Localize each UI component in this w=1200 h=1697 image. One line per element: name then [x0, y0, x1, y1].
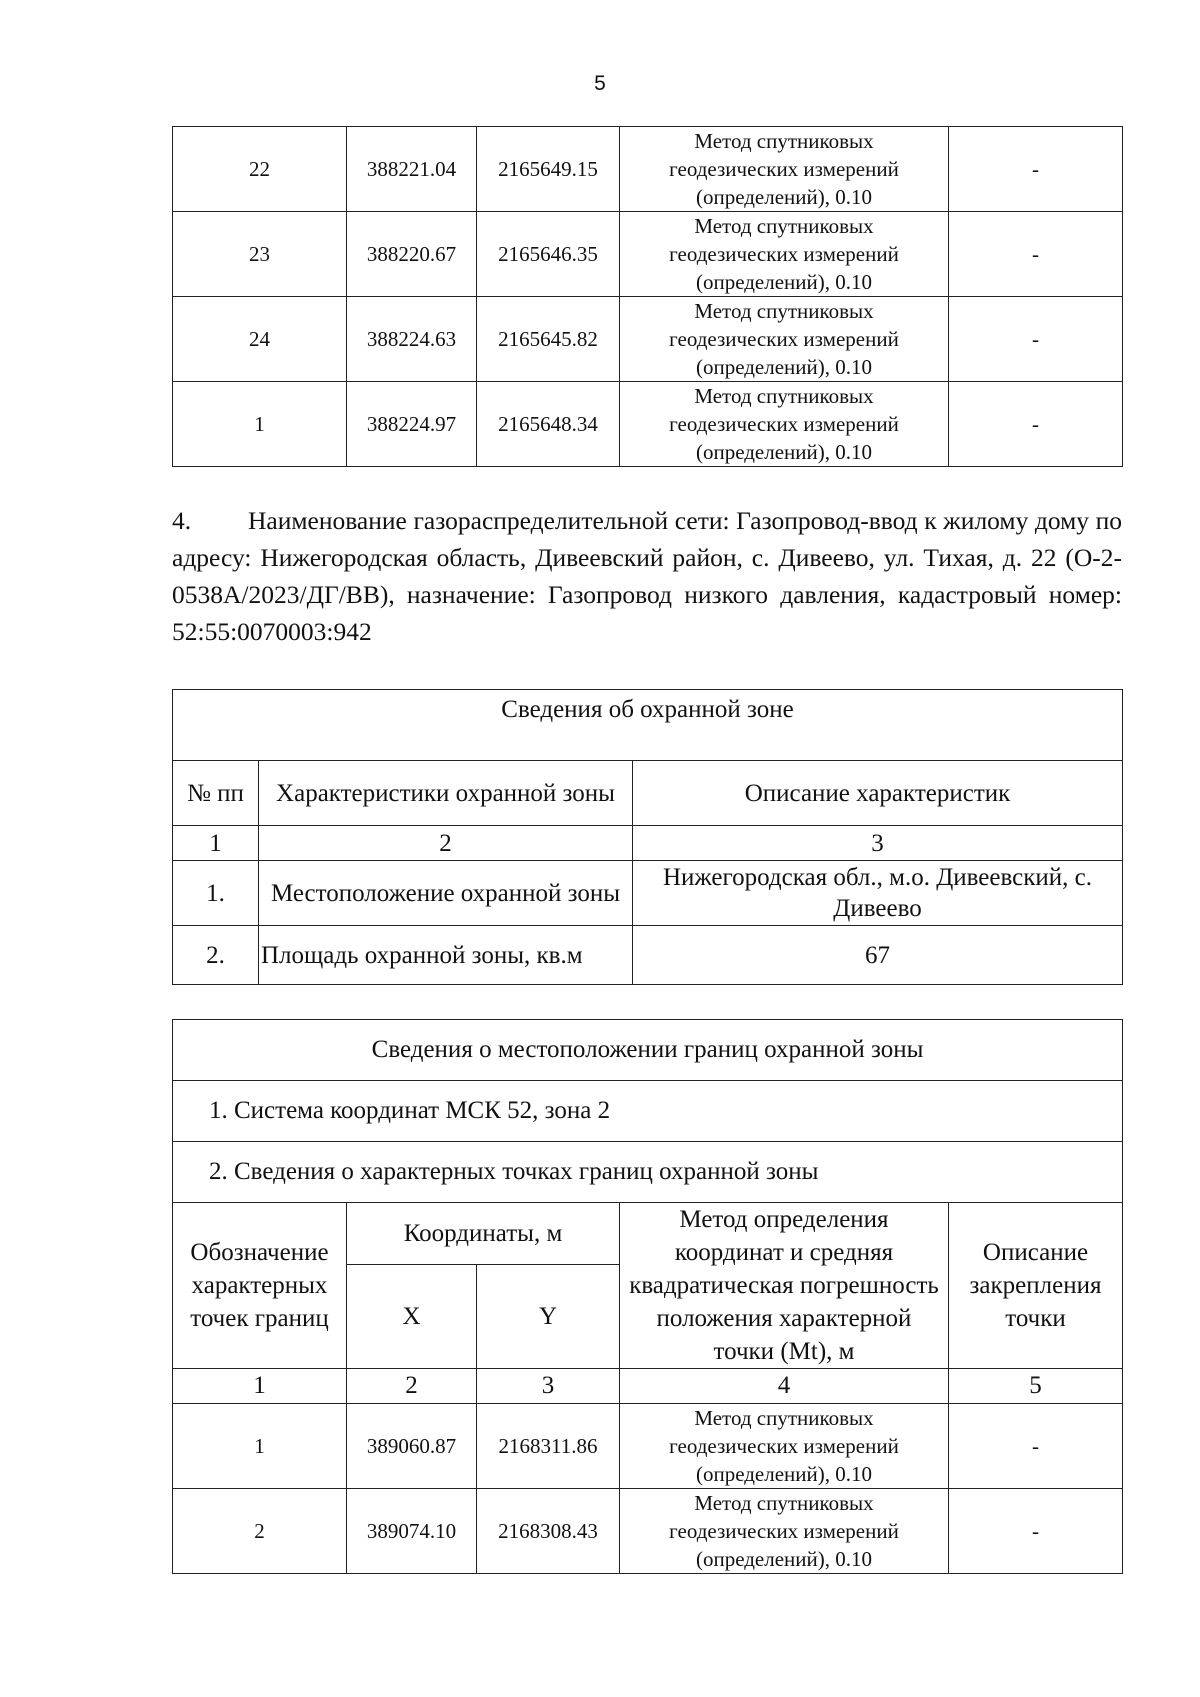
row-characteristic: Площадь охранной зоны, кв.м	[259, 926, 633, 985]
point-cell: 2	[173, 1489, 347, 1574]
header-characteristics: Характеристики охранной зоны	[259, 761, 633, 826]
method-line: геодезических измерений	[669, 242, 899, 266]
table-row	[173, 861, 1123, 926]
method-line: геодезических измерений	[669, 412, 899, 436]
y-coordinate-cell: 2165649.15	[477, 127, 620, 212]
method-cell	[620, 212, 949, 297]
method-line: Метод спутниковых	[694, 1406, 874, 1430]
method-line: (определений), 0.10	[695, 440, 873, 464]
index-cell: 1	[173, 826, 259, 861]
fixing-description-cell: -	[949, 127, 1123, 212]
header-method: Метод определения координат и средняя квадратическая погрешность положения характерной точки (Mt), м	[620, 1203, 949, 1369]
coordinate-system: 1. Система координат МСК 52, зона 2	[173, 1081, 1123, 1142]
point-cell: 22	[173, 127, 347, 212]
continuation-table	[172, 126, 1123, 467]
method-line: (определений), 0.10	[695, 270, 873, 294]
y-coordinate-cell: 2165646.35	[477, 212, 620, 297]
point-cell: 24	[173, 297, 347, 382]
index-cell: 4	[620, 1369, 949, 1404]
fixing-description-cell: -	[949, 1404, 1123, 1489]
table-row	[173, 382, 1123, 467]
y-coordinate-cell: 2168311.86	[477, 1404, 620, 1489]
fixing-description-cell: -	[949, 1489, 1123, 1574]
points-title: 2. Сведения о характерных точках границ охранной зоны	[173, 1142, 1123, 1203]
method-cell	[620, 1404, 949, 1489]
x-coordinate-cell: 388224.97	[347, 382, 477, 467]
x-coordinate-cell: 388220.67	[347, 212, 477, 297]
boundary-table-caption: Сведения о местоположении границ охранной зоны	[173, 1020, 1123, 1081]
table-row	[173, 926, 1123, 985]
row-characteristic: Местоположение охранной зоны	[259, 861, 633, 926]
method-line: (определений), 0.10	[695, 1462, 873, 1486]
zone-table-caption: Сведения об охранной зоне	[173, 690, 1123, 761]
index-cell: 2	[347, 1369, 477, 1404]
point-cell: 23	[173, 212, 347, 297]
zone-info-table	[172, 689, 1123, 985]
method-cell	[620, 382, 949, 467]
table-row	[173, 1489, 1123, 1574]
header-number: № пп	[173, 761, 259, 826]
index-cell: 3	[477, 1369, 620, 1404]
method-line: геодезических измерений	[669, 327, 899, 351]
method-line: геодезических измерений	[669, 1434, 899, 1458]
table-row	[173, 127, 1123, 212]
method-line: Метод спутниковых	[694, 129, 874, 153]
header-coordinates: Координаты, м	[347, 1203, 620, 1265]
method-line: Метод спутниковых	[694, 1491, 874, 1515]
header-point-label: Обозначение характерных точек границ	[173, 1203, 347, 1369]
method-line: (определений), 0.10	[695, 185, 873, 209]
method-line: геодезических измерений	[669, 157, 899, 181]
header-fixing: Описание закрепления точки	[949, 1203, 1123, 1369]
row-description: 67	[633, 926, 1123, 985]
x-coordinate-cell: 388224.63	[347, 297, 477, 382]
header-description: Описание характеристик	[633, 761, 1123, 826]
method-line: геодезических измерений	[669, 1519, 899, 1543]
fixing-description-cell: -	[949, 297, 1123, 382]
index-cell: 5	[949, 1369, 1123, 1404]
boundary-table	[172, 1019, 1123, 1574]
row-number: 1.	[173, 861, 259, 926]
point-cell: 1	[173, 382, 347, 467]
method-line: Метод спутниковых	[694, 384, 874, 408]
row-number: 2.	[173, 926, 259, 985]
fixing-description-cell: -	[949, 382, 1123, 467]
table-row	[173, 212, 1123, 297]
method-cell	[620, 1489, 949, 1574]
page-number: 5	[594, 72, 606, 95]
row-description: Нижегородская обл., м.о. Дивеевский, с. Дивеево	[633, 861, 1123, 926]
index-cell: 2	[259, 826, 633, 861]
method-cell	[620, 297, 949, 382]
index-cell: 3	[633, 826, 1123, 861]
x-coordinate-cell: 389074.10	[347, 1489, 477, 1574]
header-y: Y	[477, 1265, 620, 1369]
fixing-description-cell: -	[949, 212, 1123, 297]
header-x: X	[347, 1265, 477, 1369]
y-coordinate-cell: 2165648.34	[477, 382, 620, 467]
method-line: (определений), 0.10	[695, 1547, 873, 1571]
table-row	[173, 297, 1123, 382]
section-paragraph	[172, 502, 1122, 650]
section-number: 4.	[172, 506, 192, 535]
section-text: Наименование газораспределительной сети: Газопровод-ввод к жилому дому по адресу: Нижегородская область, Дивеевский район, с. Дивеево, ул. Тихая, д. 22 (О-2-0538А/2023/ДГ/ВВ), назначение: Газопровод низкого давления, кадастровый номер: 52:55:0070003:942	[172, 506, 1122, 646]
x-coordinate-cell: 388221.04	[347, 127, 477, 212]
method-cell	[620, 127, 949, 212]
point-cell: 1	[173, 1404, 347, 1489]
method-line: (определений), 0.10	[695, 355, 873, 379]
x-coordinate-cell: 389060.87	[347, 1404, 477, 1489]
method-line: Метод спутниковых	[694, 214, 874, 238]
table-row	[173, 1404, 1123, 1489]
method-line: Метод спутниковых	[694, 299, 874, 323]
y-coordinate-cell: 2168308.43	[477, 1489, 620, 1574]
index-cell: 1	[173, 1369, 347, 1404]
y-coordinate-cell: 2165645.82	[477, 297, 620, 382]
